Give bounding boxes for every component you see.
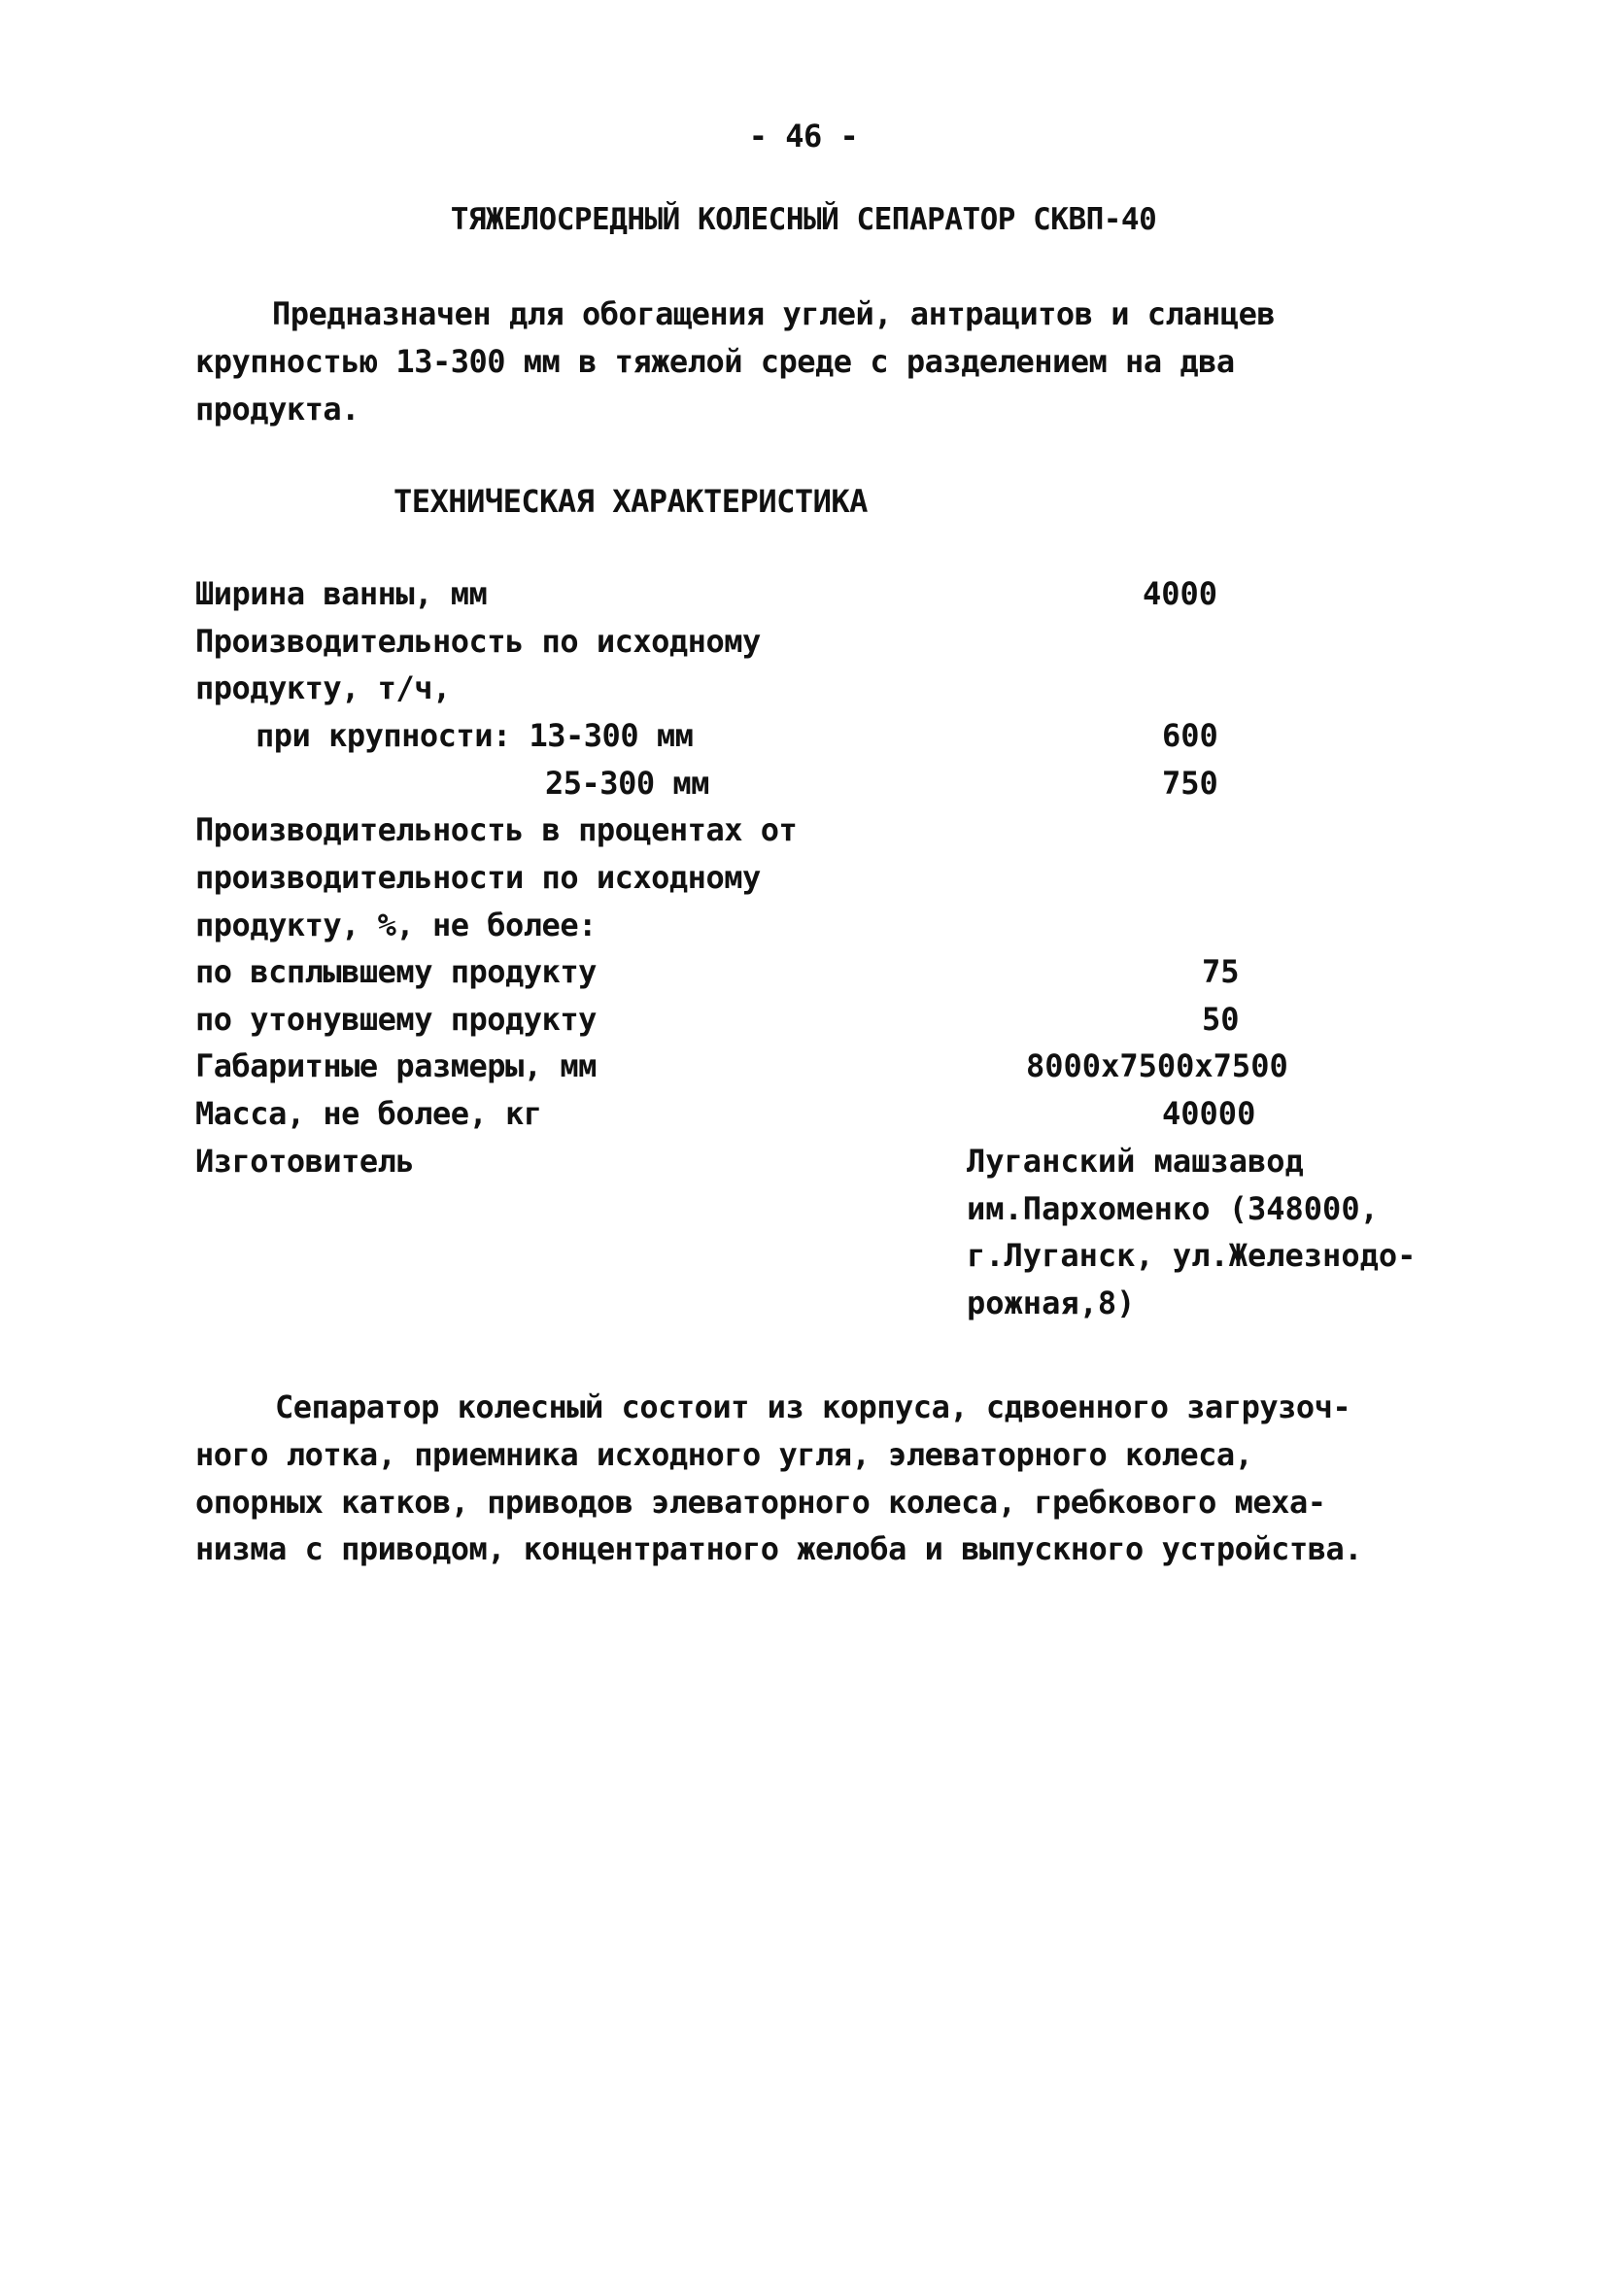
document-title: ТЯЖЕЛОСРЕДНЫЙ КОЛЕСНЫЙ СЕПАРАТОР СКВП-40 — [450, 202, 1157, 237]
spec-value: 750 — [1162, 765, 1218, 802]
spec-label: Габаритные размеры, мм — [195, 1047, 597, 1084]
spec-heading: ТЕХНИЧЕСКАЯ ХАРАКТЕРИСТИКА — [393, 483, 868, 520]
spec-value: 75 — [1202, 953, 1240, 990]
description-line: ного лотка, приемника исходного угля, элеваторного колеса, — [195, 1436, 1253, 1473]
description-line: низма с приводом, концентратного желоба и выпускного устройства. — [195, 1530, 1362, 1567]
spec-label: 25-300 мм — [545, 765, 709, 802]
spec-label: при крупности: 13-300 мм — [256, 717, 694, 754]
spec-label: продукту, т/ч, — [195, 669, 451, 706]
spec-label: Производительность в процентах от — [195, 811, 798, 848]
spec-label: по всплывшему продукту — [195, 953, 597, 990]
description-line: Сепаратор колесный состоит из корпуса, сдвоенного загрузоч- — [275, 1388, 1351, 1425]
intro-line: продукта. — [195, 391, 359, 428]
spec-value: 40000 — [1162, 1095, 1256, 1132]
spec-label: Производительность по исходному — [195, 623, 761, 660]
intro-line: крупностью 13-300 мм в тяжелой среде с разделением на два — [195, 343, 1235, 380]
manufacturer-line: им.Пархоменко (348000, — [967, 1190, 1379, 1227]
intro-line: Предназначен для обогащения углей, антрацитов и сланцев — [272, 295, 1276, 332]
manufacturer-line: рожная,8) — [967, 1285, 1136, 1321]
spec-label: продукту, %, не более: — [195, 907, 597, 943]
spec-value: 50 — [1202, 1001, 1240, 1038]
page-number: - 46 - — [748, 118, 859, 154]
spec-value: 4000 — [1143, 575, 1218, 612]
manufacturer-line: г.Луганск, ул.Железнодо- — [967, 1237, 1417, 1274]
spec-label: по утонувшему продукту — [195, 1001, 597, 1038]
spec-value: 600 — [1162, 717, 1218, 754]
spec-label: производительности по исходному — [195, 859, 761, 896]
spec-label: Ширина ванны, мм — [195, 575, 488, 612]
spec-label: Масса, не более, кг — [195, 1095, 542, 1132]
manufacturer-line: Луганский машзавод — [967, 1143, 1304, 1180]
spec-label: Изготовитель — [195, 1143, 415, 1180]
spec-value: 8000x7500x7500 — [1026, 1047, 1288, 1084]
description-line: опорных катков, приводов элеваторного колеса, гребкового меха- — [195, 1484, 1326, 1521]
